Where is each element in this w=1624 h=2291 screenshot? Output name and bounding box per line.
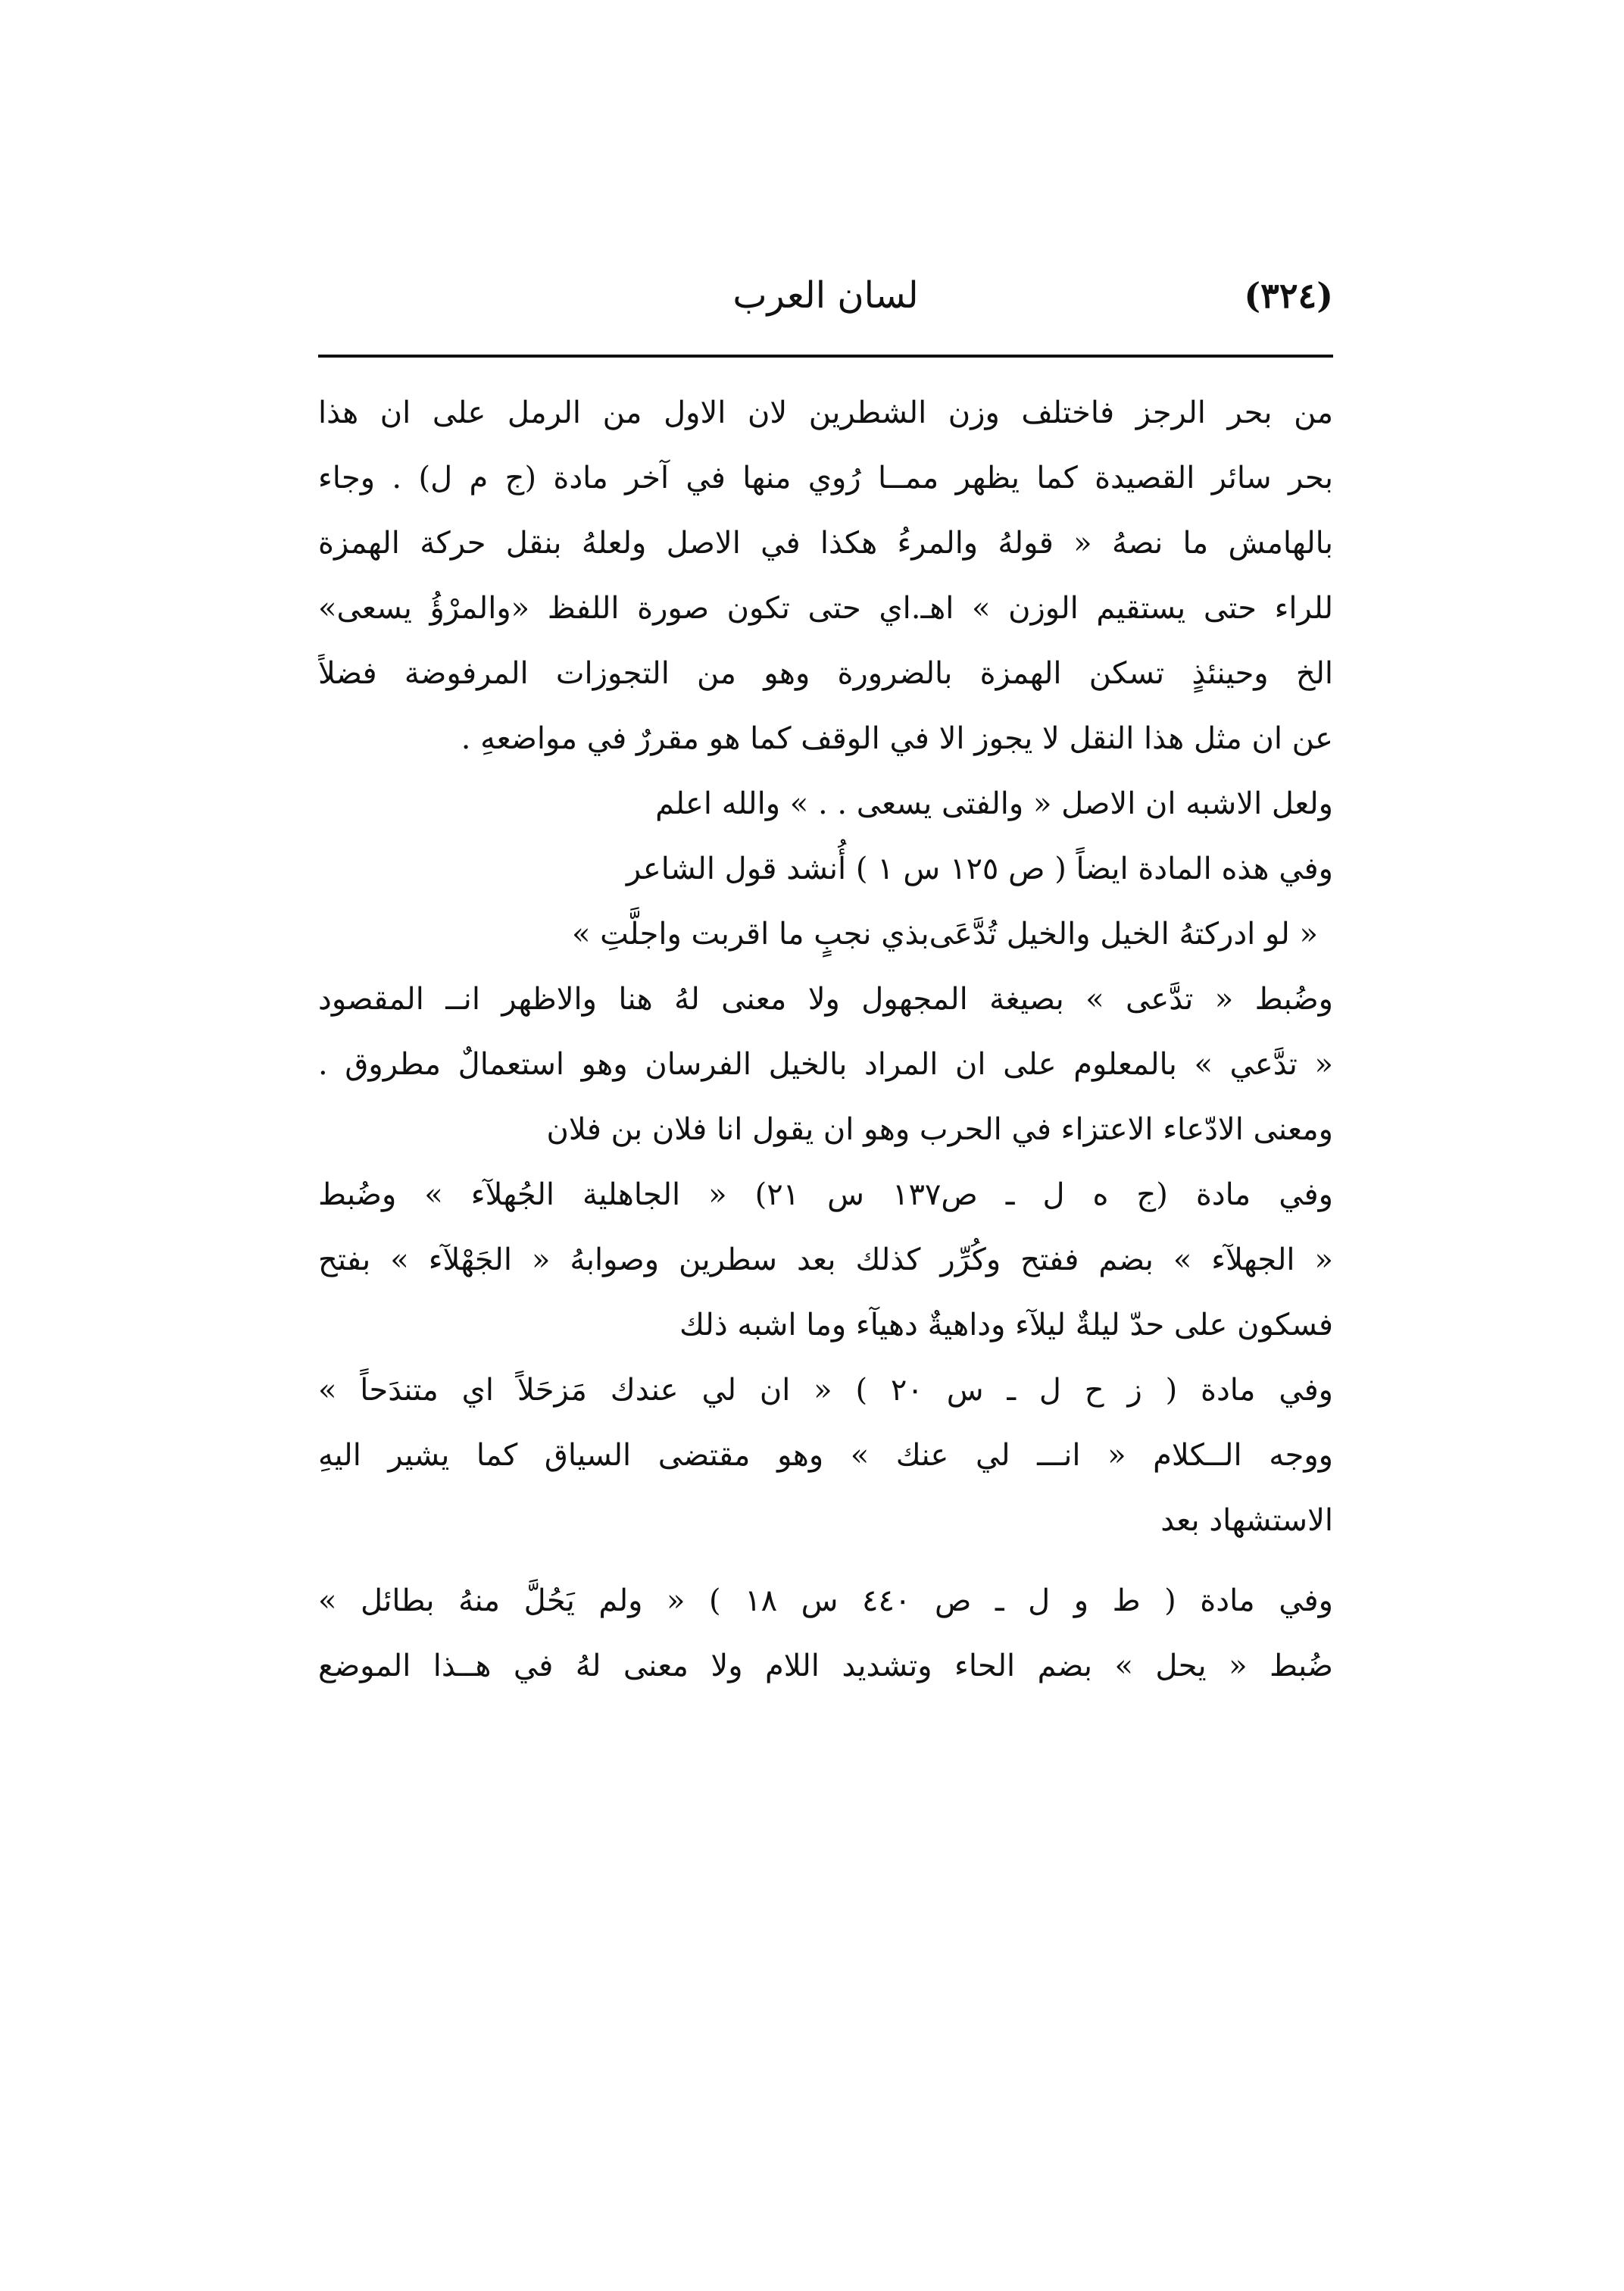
text-line: من بحر الرجز فاختلف وزن الشطرين لان الاول من الرمل على ان هذا: [318, 395, 1333, 430]
text-line: ولعل الاشبه ان الاصل « والفتى يسعى . . » والله اعلم: [655, 786, 1333, 821]
text-line: بالهامش ما نصهُ « قولهُ والمرءُ هكذا في الاصل ولعلهُ بنقل حركة الهمزة: [318, 526, 1333, 561]
body-text: [318, 380, 1333, 1699]
text-line: بحر سائر القصيدة كما يظهر ممــا رُوي منها في آخر مادة (ج م ل) . وجاء: [318, 461, 1333, 495]
text-line: « تدَّعي » بالمعلوم على ان المراد بالخيل الفرسان وهو استعمالٌ مطروق .: [318, 1047, 1333, 1082]
text-line: فسكون على حدّ ليلةٌ ليلآء وداهيةٌ دهيآء وما اشبه ذلك: [679, 1308, 1333, 1342]
page-header: [318, 258, 1333, 341]
header-rule: [318, 355, 1333, 358]
page-number: (٣٢٤): [1244, 275, 1333, 316]
text-line: عن ان مثل هذا النقل لا يجوز الا في الوقف كما هو مقررٌ في مواضعهِ .: [461, 721, 1333, 756]
text-line: الاستشهاد بعد: [1160, 1503, 1333, 1538]
running-title: لسان العرب: [732, 274, 919, 317]
text-line: ضُبط « يحل » بضم الحاء وتشديد اللام ولا معنى لهُ في هــذا الموضع: [318, 1649, 1333, 1683]
text-line: ووجه الــكلام « انـــ لي عنك » وهو مقتضى السياق كما يشير اليهِ: [318, 1438, 1333, 1473]
text-line: وفي هذه المادة ايضاً ( ص ١٢٥ س ١ ) أُنشد قول الشاعر: [626, 852, 1333, 886]
verse-hemistich-second: بذي نجبٍ ما اقربت واجلَّتِ »: [571, 917, 929, 952]
text-line: للراء حتى يستقيم الوزن » اهـ.اي حتى تكون صورة اللفظ «والمرْؤُ يسعى»: [318, 591, 1333, 626]
text-line: الخ وحينئذٍ تسكن الهمزة بالضرورة وهو من التجوزات المرفوضة فضلاً: [318, 656, 1333, 691]
text-line: وفي مادة (ج ه ل ـ ص١٣٧ س ٢١) « الجاهلية الجُهلآء » وضُبط: [318, 1177, 1333, 1212]
text-line: وضُبط « تدَّعى » بصيغة المجهول ولا معنى لهُ هنا والاظهر انــ المقصود: [318, 982, 1333, 1017]
text-line: ومعنى الادّعاء الاعتزاء في الحرب وهو ان يقول انا فلان بن فلان: [546, 1112, 1333, 1147]
text-line: وفي مادة ( ط و ل ـ ص ٤٤٠ س ١٨ ) « ولم يَحُلَّ منهُ بطائل »: [318, 1583, 1333, 1618]
verse-line: [318, 902, 1333, 967]
verse-hemistich-first: « لو ادركتهُ الخيل والخيل تُدَّعَى: [929, 917, 1318, 952]
text-line: وفي مادة ( ز ح ل ـ س ٢٠ ) « ان لي عندك مَزحَلاً اي متندَحاً »: [318, 1373, 1333, 1408]
text-line: « الجهلآء » بضم ففتح وكُرِّر كذلك بعد سطرين وصوابهُ « الجَهْلآء » بفتح: [318, 1242, 1333, 1277]
